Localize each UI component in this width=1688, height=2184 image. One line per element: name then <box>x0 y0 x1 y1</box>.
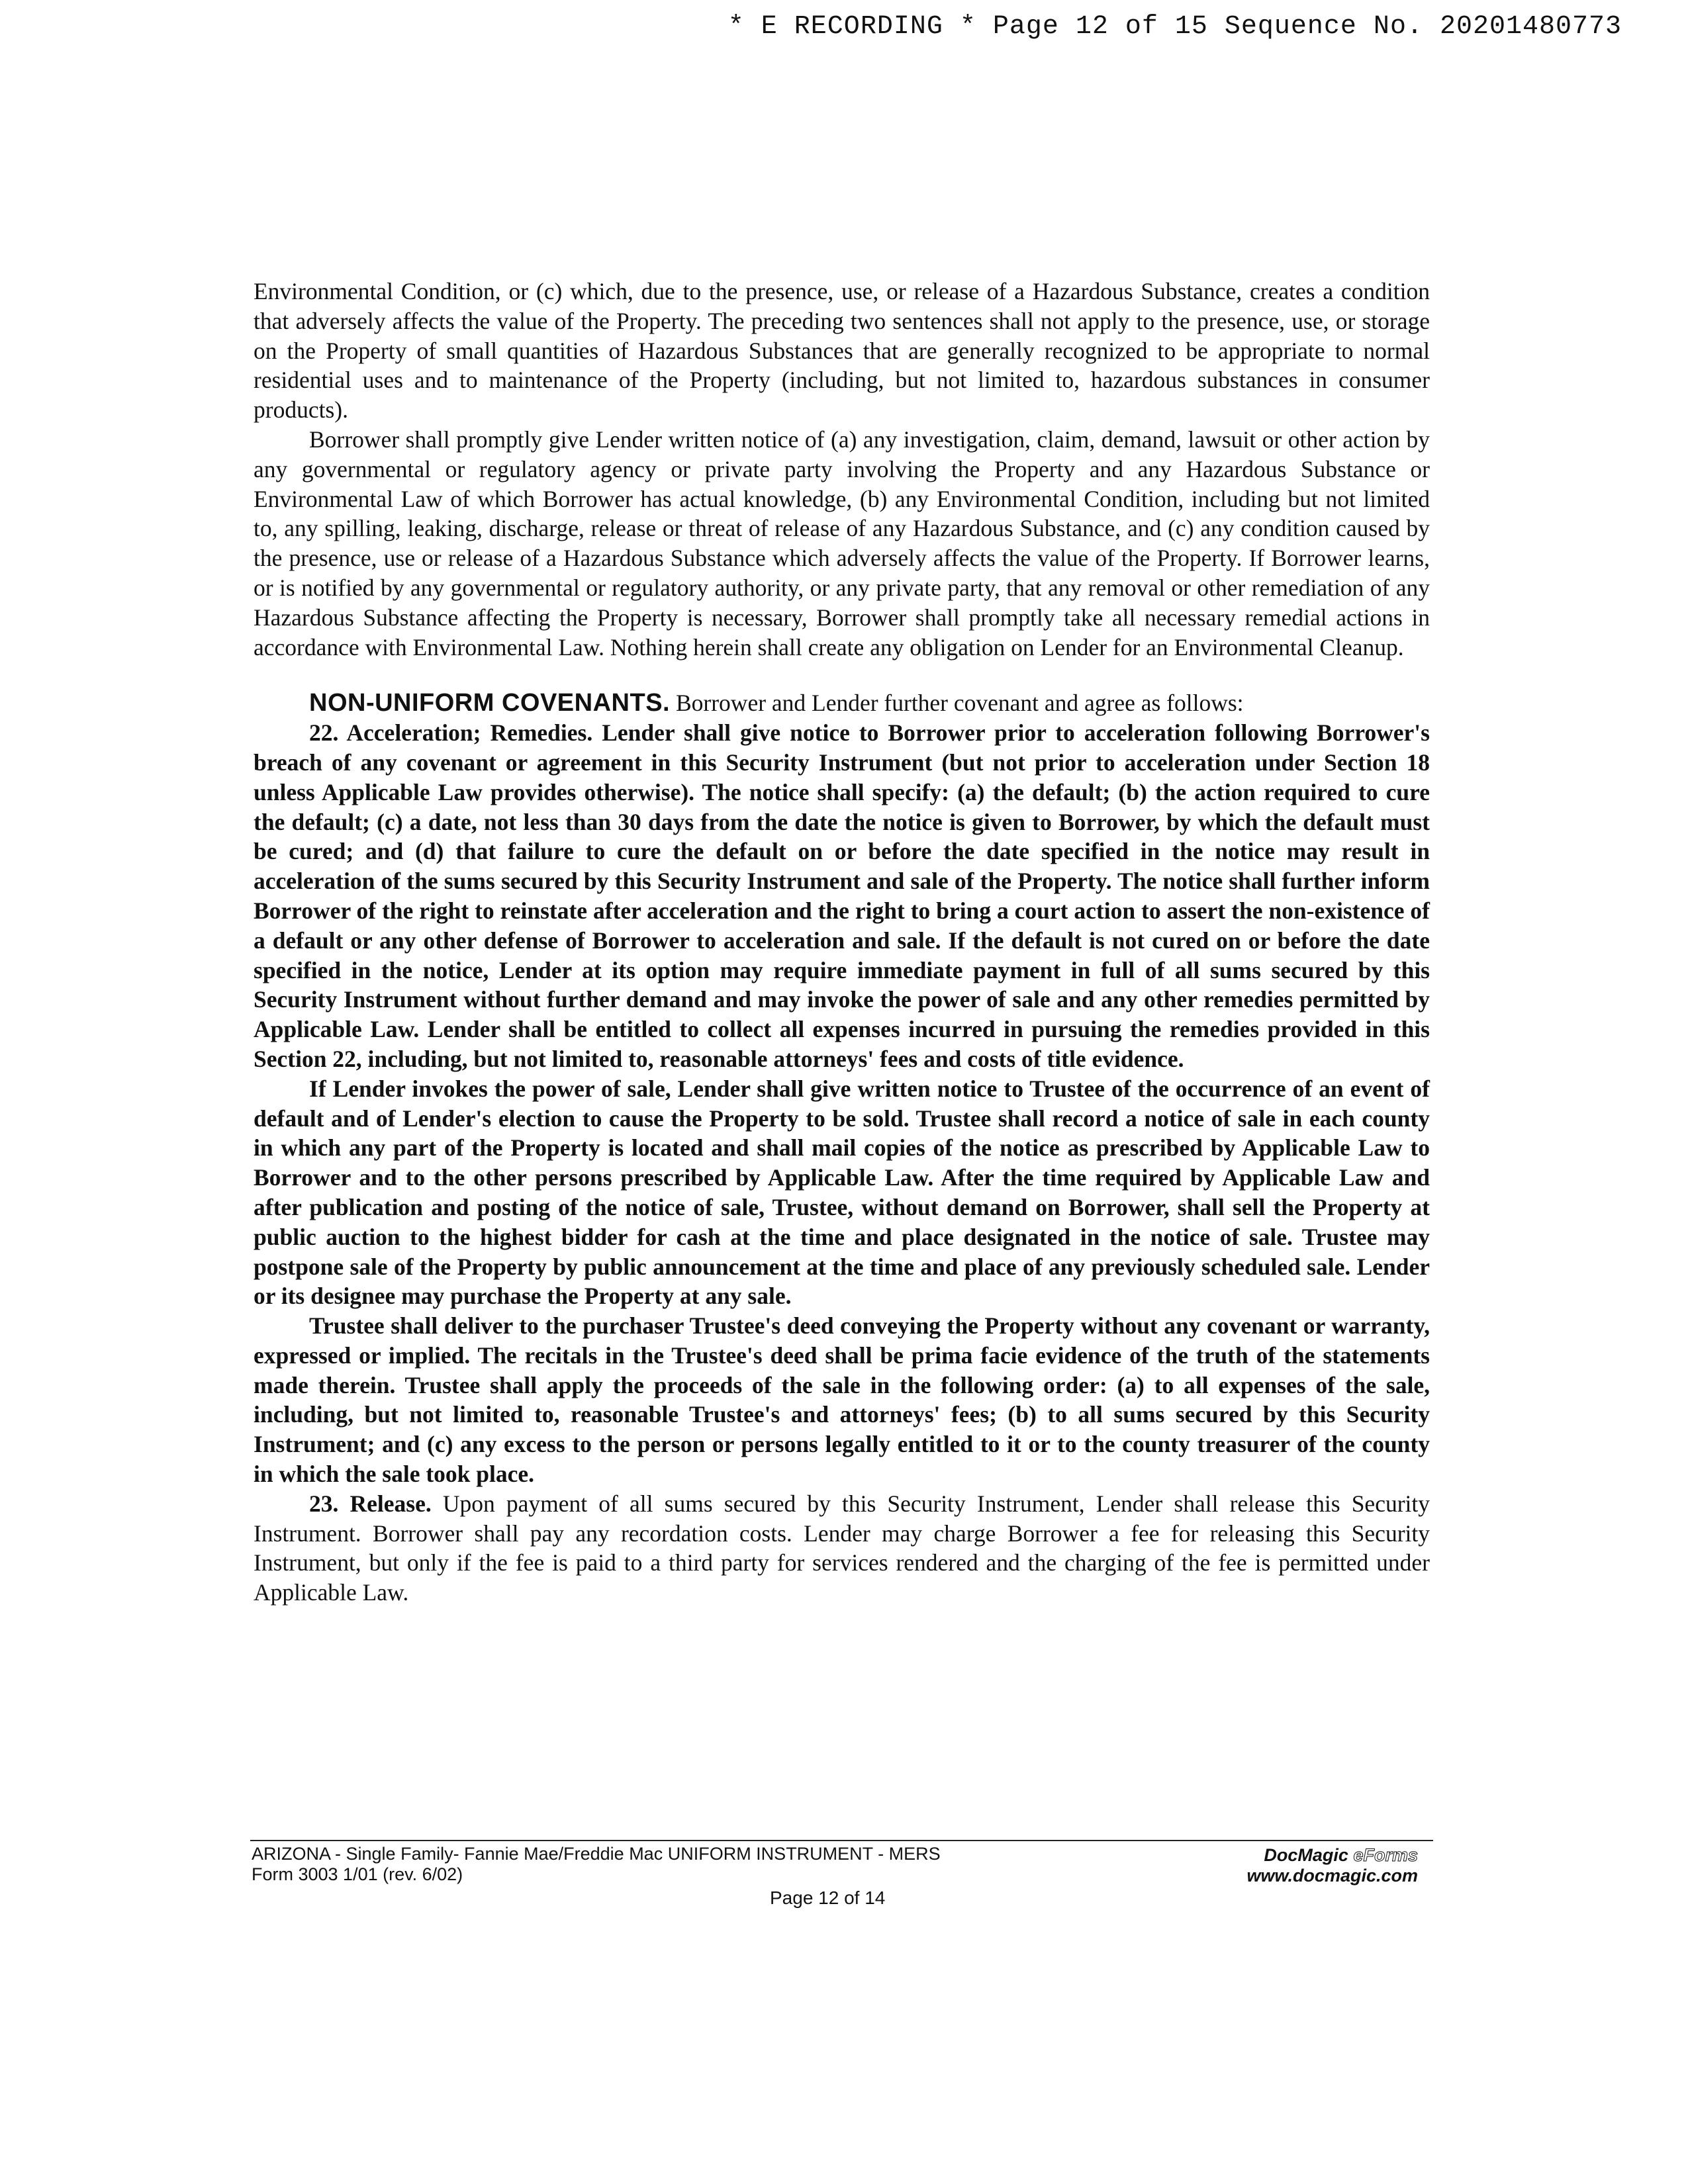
footer-form-number: Form 3003 1/01 (rev. 6/02) <box>252 1864 463 1884</box>
page-number: Page 12 of 14 <box>770 1888 886 1908</box>
paragraph-environmental-condition: Environmental Condition, or (c) which, due to the presence, use, or release of a Hazardous Substance, creates a condition that adversely affects the value of the Property. The preceding two sentences shall not apply to the presence, use, or storage on the Property of small quantities of Hazardous Substances that are generally recognized to be appropriate to normal residential uses and to maintenance of the Property (including, but not limited to, hazardous substances in consumer products). <box>254 278 1430 424</box>
section-23-paragraph <box>254 1489 1430 1608</box>
section-spacer <box>254 662 1430 688</box>
footer-instrument-title: ARIZONA - Single Family- Fannie Mae/Freddie Mac UNIFORM INSTRUMENT - MERS <box>252 1844 941 1864</box>
eforms-logo-mark: eForms <box>1353 1845 1418 1865</box>
footer-divider <box>250 1840 1433 1841</box>
section-23-title: 23. Release. <box>309 1490 432 1517</box>
docmagic-website: www.docmagic.com <box>1246 1866 1418 1886</box>
recording-header: * E RECORDING * Page 12 of 15 Sequence No. 20201480773 <box>727 12 1622 42</box>
covenants-intro-text: Borrower and Lender further covenant and agree as follows: <box>670 690 1244 717</box>
section-22-paragraph <box>254 718 1430 1074</box>
section-22-power-of-sale: If Lender invokes the power of sale, Lender shall give written notice to Trustee of the occurrence of an event of default and of Lender's election to cause the Property to be sold. Trustee shall record a notice of sale in each county in which any part of the Property is located and shall mail copies of the notice as prescribed by Applicable Law to Borrower and to the other persons prescribed by Applicable Law. After the time required by Applicable Law and after publication and posting of the notice of sale, Trustee, without demand on Borrower, shall sell the Property at public auction to the highest bidder for cash at the time and place designated in the notice of sale. Trustee may postpone sale of the Property by public announcement at the time and place of any previously scheduled sale. Lender or its designee may purchase the Property at any sale. <box>254 1075 1430 1310</box>
footer-form-info <box>252 1844 941 1885</box>
paragraph-borrower-notice: Borrower shall promptly give Lender written notice of (a) any investigation, claim, demand, lawsuit or other action by any governmental or regulatory agency or private party involving the Property and any Hazardous Substance or Environmental Law of which Borrower has actual knowledge, (b) any Environmental Condition, including but not limited to, any spilling, leaking, discharge, release or threat of release of any Hazardous Substance, and (c) any condition caused by the presence, use or release of a Hazardous Substance which adversely affects the value of the Property. If Borrower learns, or is notified by any governmental or regulatory authority, or any private party, that any removal or other remediation of any Hazardous Substance affecting the Property is necessary, Borrower shall promptly take all necessary remedial actions in accordance with Environmental Law. Nothing herein shall create any obligation on Lender for an Environmental Cleanup. <box>254 426 1430 660</box>
section-22-title: 22. Acceleration; Remedies. <box>309 719 593 747</box>
non-uniform-covenants-intro <box>254 688 1430 718</box>
document-body <box>254 277 1430 1608</box>
docmagic-logo <box>1246 1845 1418 1866</box>
non-uniform-covenants-heading: NON-UNIFORM COVENANTS. <box>309 689 671 717</box>
section-23-text: Upon payment of all sums secured by this Security Instrument, Lender shall release this Security Instrument. Borrower shall pay any recordation costs. Lender may charge Borrower a fee for releasing this Security Instrument, but only if the fee is paid to a third party for services rendered and the charging of the fee is permitted under Applicable Law. <box>254 1490 1430 1606</box>
section-22-trustee-deed: Trustee shall deliver to the purchaser Trustee's deed conveying the Property without any covenant or warranty, expressed or implied. The recitals in the Trustee's deed shall be prima facie evidence of the truth of the statements made therein. Trustee shall apply the proceeds of the sale in the following order: (a) to all expenses of the sale, including, but not limited to, reasonable Trustee's and attorneys' fees; (b) to all sums secured by this Security Instrument; and (c) any excess to the person or persons legally entitled to it or to the county treasurer of the county in which the sale took place. <box>254 1312 1430 1488</box>
footer-brand <box>1246 1845 1418 1886</box>
section-22-text: Lender shall give notice to Borrower prior to acceleration following Borrower's breach of any covenant or agreement in this Security Instrument (but not prior to acceleration under Section 18 unless Applicable Law provides otherwise). The notice shall specify: (a) the default; (b) the action required to cure the default; (c) a date, not less than 30 days from the date the notice is given to Borrower, by which the default must be cured; and (d) that failure to cure the default on or before the date specified in the notice may result in acceleration of the sums secured by this Security Instrument and sale of the Property. The notice shall further inform Borrower of the right to reinstate after acceleration and the right to bring a court action to assert the non-existence of a default or any other defense of Borrower to acceleration and sale. If the default is not cured on or before the date specified in the notice, Lender at its option may require immediate payment in full of all sums secured by this Security Instrument without further demand and may invoke the power of sale and any other remedies permitted by Applicable Law. Lender shall be entitled to collect all expenses incurred in pursuing the remedies provided in this Section 22, including, but not limited to, reasonable attorneys' fees and costs of title evidence. <box>254 719 1430 1072</box>
docmagic-brand-name: DocMagic <box>1264 1845 1354 1865</box>
